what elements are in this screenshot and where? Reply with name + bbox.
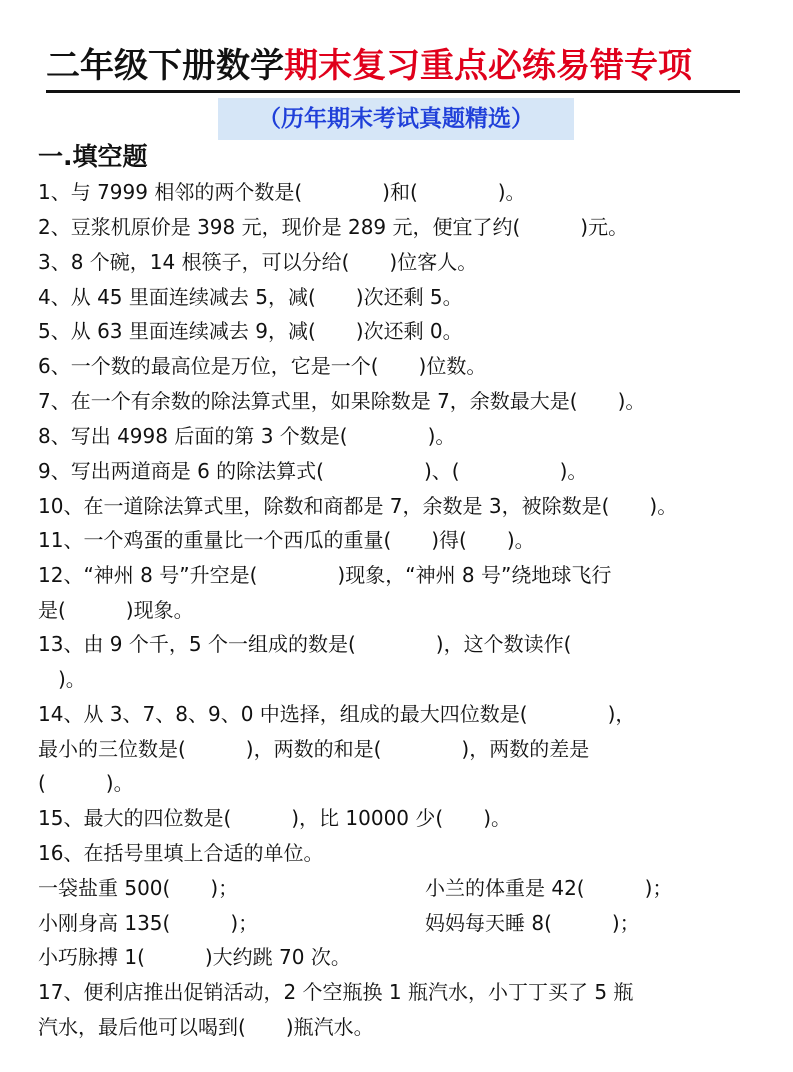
question-3: 3、8 个碗，14 根筷子，可以分给( )位客人。: [38, 250, 478, 274]
question-15: 15、最大的四位数是( )，比 10000 少( )。: [38, 806, 511, 830]
title-underline: [46, 90, 740, 93]
question-16-item-salt: 一袋盐重 500( )；: [38, 876, 239, 900]
question-16-item-pulse: 小巧脉搏 1( )大约跳 70 次。: [38, 945, 351, 969]
question-17-line-2: 汽水，最后他可以喝到( )瓶汽水。: [38, 1015, 374, 1039]
question-1: 1、与 7999 相邻的两个数是( )和( )。: [38, 180, 526, 204]
question-14-line-2: 最小的三位数是( )，两数的和是( )，两数的差是: [38, 737, 590, 761]
question-8: 8、写出 4998 后面的第 3 个数是( )。: [38, 424, 456, 448]
question-4: 4、从 45 里面连续减去 5，减( )次还剩 5。: [38, 285, 463, 309]
question-2: 2、豆浆机原价是 398 元，现价是 289 元，便宜了约( )元。: [38, 215, 629, 239]
question-16-item-height: 小刚身高 135( )；: [38, 911, 259, 935]
question-10: 10、在一道除法算式里，除数和商都是 7，余数是 3，被除数是( )。: [38, 494, 678, 518]
question-13-line-2: )。: [38, 667, 86, 691]
question-16-item-sleep: 妈妈每天睡 8( )；: [425, 911, 640, 935]
question-14-line-3: ( )。: [38, 771, 134, 795]
question-6: 6、一个数的最高位是万位，它是一个( )位数。: [38, 354, 487, 378]
section-heading: 一.填空题: [38, 142, 148, 171]
question-7: 7、在一个有余数的除法算式里，如果除数是 7，余数最大是( )。: [38, 389, 646, 413]
question-9: 9、写出两道商是 6 的除法算式( )、( )。: [38, 459, 588, 483]
question-12-line-1: 12、“神州 8 号”升空是( )现象，“神州 8 号”绕地球飞行: [38, 563, 612, 587]
title-black-part: 二年级下册数学: [46, 46, 284, 86]
question-16-item-weight: 小兰的体重是 42( )；: [425, 876, 673, 900]
question-11: 11、一个鸡蛋的重量比一个西瓜的重量( )得( )。: [38, 528, 535, 552]
question-14-line-1: 14、从 3、7、8、9、0 中选择，组成的最大四位数是( )，: [38, 702, 636, 726]
question-5: 5、从 63 里面连续减去 9，减( )次还剩 0。: [38, 319, 463, 343]
subtitle-banner: （历年期末考试真题精选）: [218, 98, 574, 140]
title-red-part: 期末复习重点必练易错专项: [284, 46, 692, 86]
question-16: 16、在括号里填上合适的单位。: [38, 841, 324, 865]
page-title: [46, 40, 746, 92]
question-13-line-1: 13、由 9 个千，5 个一组成的数是( )，这个数读作(: [38, 632, 572, 656]
question-12-line-2: 是( )现象。: [38, 598, 194, 622]
question-17-line-1: 17、便利店推出促销活动，2 个空瓶换 1 瓶汽水，小丁丁买了 5 瓶: [38, 980, 634, 1004]
